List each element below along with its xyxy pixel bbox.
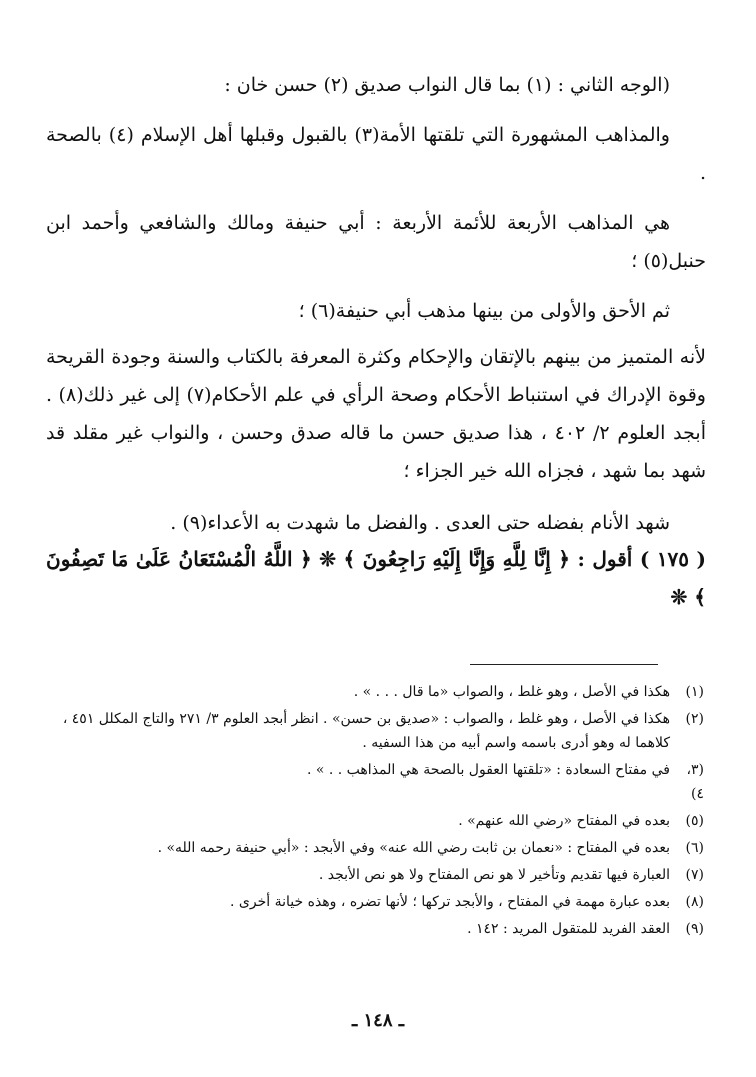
footnotes-section [44, 680, 704, 944]
footnote-text: بعده في المفتاح : «نعمان بن ثابت رضي الله عنه» وفي الأبجد : «أبي حنيفة رحمه الله» . [157, 840, 670, 856]
paragraph-reasoning: لأنه المتميز من بينهم بالإتقان والإحكام وكثرة المعرفة بالكتاب والسنة وجودة القريحة وقوة الإدراك في استنباط الأحكام وصحة الرأي في علم الأحكام(٧) إلى غير ذلك(٨) . أبجد العلوم ٢/ ٤٠٢ ، هذا صديق حسن ما قاله صدق وحسن ، والنواب غير مقلد قد شهد بما شهد ، فجزاه الله خير الجزاء ؛ [46, 346, 706, 482]
footnote-8 [44, 890, 704, 914]
footnote-text: العقد الفريد للمتقول المريد : ١٤٢ . [467, 921, 670, 937]
footnote-9 [44, 917, 704, 941]
paragraph-abu-hanifa: ثم الأحق والأولى من بينها مذهب أبي حنيفة(٦) ؛ [298, 300, 670, 322]
footnote-5 [44, 809, 704, 833]
footnote-text: العبارة فيها تقديم وتأخير لا هو نص المفتاح ولا هو نص الأبجد . [318, 867, 670, 883]
footnote-2 [44, 707, 704, 755]
footnote-3-4 [44, 758, 704, 806]
footnote-number: (٧) [685, 867, 704, 883]
footnote-number: (٣، ٤) [686, 762, 704, 802]
footnote-number: (٢) [685, 711, 704, 727]
footnote-7 [44, 863, 704, 887]
footnote-text: بعده في المفتاح «رضي الله عنهم» . [458, 813, 670, 829]
paragraph-second-aspect: (الوجه الثاني : (١) بما قال النواب صديق (٢) حسن خان : [224, 74, 670, 96]
paragraph-four-schools: هي المذاهب الأربعة للأئمة الأربعة : أبي حنيفة ومالك والشافعي وأحمد ابن حنبل(٥) ؛ [46, 212, 706, 272]
footnote-number: (٨) [685, 894, 704, 910]
paragraph-verse: شهد الأنام بفضله حتى العدى . والفضل ما شهدت به الأعداء(٩) . [170, 512, 670, 534]
footnote-number: (٥) [685, 813, 704, 829]
footnote-text: في مفتاح السعادة : «تلقتها العقول بالصحة هي المذاهب . . » . [306, 762, 670, 778]
footnote-1 [44, 680, 704, 704]
paragraph-175-statement: ( ١٧٥ ) أقول : ﴿ إِنَّا لِلَّهِ وَإِنَّا إِلَيْهِ رَاجِعُونَ ﴾ ❊ ﴿ اللَّهُ الْمُسْتَعَانُ عَلَىٰ مَا تَصِفُونَ ﴾ ❊ [46, 547, 706, 609]
paragraph-famous-schools: والمذاهب المشهورة التي تلقتها الأمة(٣) بالقبول وقبلها أهل الإسلام (٤) بالصحة . [46, 124, 706, 184]
footnote-text: بعده عبارة مهمة في المفتاح ، والأبجد تركها ؛ لأنها تضره ، وهذه خيانة أخرى . [230, 894, 670, 910]
footnote-6 [44, 836, 704, 860]
footnote-number: (٩) [685, 921, 704, 937]
footnote-divider [470, 664, 658, 665]
footnote-number: (٦) [685, 840, 704, 856]
footnote-text: هكذا في الأصل ، وهو غلط ، والصواب : «صديق بن حسن» . انظر أبجد العلوم ٣/ ٢٧١ والتاج المكلل ٤٥١ ، كلاهما له وهو أدرى باسمه واسم أبيه من هذا السفيه . [62, 711, 670, 751]
footnote-number: (١) [685, 684, 704, 700]
page-number: ـ ١٤٨ ـ [351, 1010, 405, 1031]
footnote-text: هكذا في الأصل ، وهو غلط ، والصواب «ما قال . . . » . [353, 684, 670, 700]
